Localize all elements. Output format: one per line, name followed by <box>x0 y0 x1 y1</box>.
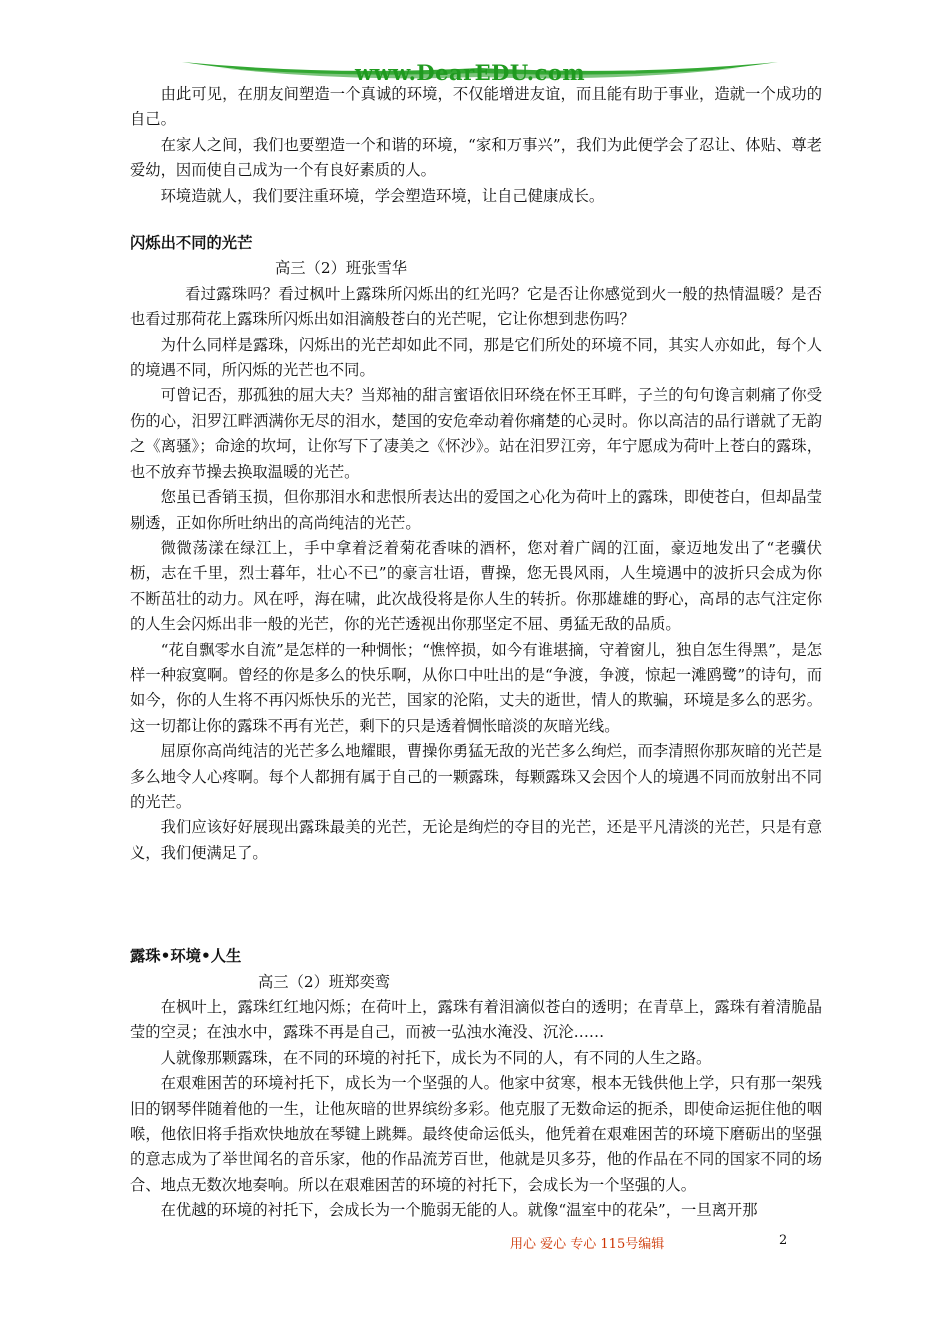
paragraph: 人就像那颗露珠，在不同的环境的衬托下，成长为不同的人，有不同的人生之路。 <box>160 1048 712 1067</box>
paragraph: 可曾记否，那孤独的屈大夫？当郑袖的甜言蜜语依旧环绕在怀王耳畔，子兰的句句谗言刺痛了你受伤的心，汨罗江畔洒满你无尽的泪水，楚国的安危牵动着你痛楚的心灵时。你以高洁的品行谱就了无韵之《离骚》；命途的坎坷，让你写下了凄美之《怀沙》。站在汨罗江旁，年宁愿成为荷叶上苍白的露珠，也不放弃节操去换取温暖的光芒。 <box>130 386 822 481</box>
paragraph: 环境造就人，我们要注重环境，学会塑造环境，让自己健康成长。 <box>160 186 605 205</box>
footer-slogan: 用心 爱心 专心 115号编辑 <box>510 1237 665 1252</box>
paragraph: 看过露珠吗？看过枫叶上露珠所闪烁出的红光吗？它是否让你感觉到火一般的热情温暖？是否也看过那荷花上露珠所闪烁出如泪滴般苍白的光芒呢，它让你想到悲伤吗？ <box>130 284 822 329</box>
essay-author: 高三（2）班郑奕鸾 <box>258 972 391 991</box>
essay-author: 高三（2）班张雪华 <box>275 259 408 278</box>
paragraph: 在枫叶上，露珠红红地闪烁；在荷叶上，露珠有着泪滴似苍白的透明；在青草上，露珠有着清脆晶莹的空灵；在浊水中，露珠不再是自己，而被一弘浊水淹没、沉沦…… <box>130 998 822 1042</box>
page-number: 2 <box>779 1233 788 1248</box>
essay-title: 露珠•环境•人生 <box>130 947 242 966</box>
paragraph: 我们应该好好展现出露珠最美的光芒，无论是绚烂的夺目的光芒，还是平凡清淡的光芒，只是有意义，我们便满足了。 <box>130 818 822 862</box>
paragraph: 您虽已香销玉损，但你那泪水和悲恨所表达出的爱国之心化为荷叶上的露珠，即使苍白，但却晶莹剔透，正如你所吐纳出的高尚纯洁的光芒。 <box>130 488 822 532</box>
paragraph: 在优越的环境的衬托下，会成长为一个脆弱无能的人。就像“温室中的花朵”，一旦离开那 <box>160 1201 758 1220</box>
document-body <box>130 82 822 1224</box>
essay-title: 闪烁出不同的光芒 <box>130 234 253 253</box>
paragraph: 在家人之间，我们也要塑造一个和谐的环境，“家和万事兴”，我们为此便学会了忍让、体贴、尊老爱幼，因而使自己成为一个有良好素质的人。 <box>130 135 822 180</box>
paragraph: 由此可见，在朋友间塑造一个真诚的环境，不仅能增进友谊，而且能有助于事业，造就一个成功的自己。 <box>130 85 822 129</box>
paragraph: 屈原你高尚纯洁的光芒多么地耀眼，曹操你勇猛无敌的光芒多么绚烂，而李清照你那灰暗的光芒是多么地令人心疼啊。每个人都拥有属于自己的一颗露珠，每颗露珠又会因个人的境遇不同而放射出不同的光芒。 <box>130 742 822 811</box>
paragraph: 微微荡漾在绿江上，手中拿着泛着菊花香味的酒杯，您对着广阔的江面，豪迈地发出了“老骥伏枥，志在千里，烈士暮年，壮心不已”的豪言壮语，曹操，您无畏风雨，人生境遇中的波折只会成为你不断茁壮的动力。风在呼，海在啸，此次战役将是你人生的转折。你那雄雄的野心，高昂的志气注定你的人生会闪烁出非一般的光芒，你的光芒透视出你那坚定不屈、勇猛无敌的品质。 <box>130 538 822 634</box>
site-logo[interactable] <box>180 50 780 86</box>
paragraph: 为什么同样是露珠，闪烁出的光芒却如此不同，那是它们所处的环境不同，其实人亦如此，每个人的境遇不同，所闪烁的光芒也不同。 <box>130 335 822 380</box>
paragraph: 在艰难困苦的环境衬托下，成长为一个坚强的人。他家中贫寒，根本无钱供他上学，只有那一架残旧的钢琴伴随着他的一生，让他灰暗的世界缤纷多彩。他克服了无数命运的扼杀，即使命运扼住他的咽喉，他依旧将手指欢快地放在琴键上跳舞。最终使命运低头，他凭着在艰难困苦的环境下磨砺出的坚强的意志成为了举世闻名的音乐家，他的作品流芳百世，他就是贝多芬，他的作品在不同的国家不同的场合、地点无数次地奏响。所以在艰难困苦的环境的衬托下，会成长为一个坚强的人。 <box>130 1074 822 1194</box>
logo-text: www.DearEDU.com <box>355 60 586 85</box>
paragraph: “花自飘零水自流”是怎样的一种惆怅；“憔悴损，如今有谁堪摘，守着窗儿，独自怎生得黑”，是怎样一种寂寞啊。曾经的你是多么的快乐啊，从你口中吐出的是“争渡，争渡，惊起一滩鸥鹭”的诗句，而如今，你的人生将不再闪烁快乐的光芒，国家的沦陷，丈夫的逝世，情人的欺骗，环境是多么的恶劣。这一切都让你的露珠不再有光芒，剩下的只是透着惆怅暗淡的灰暗光线。 <box>130 640 822 735</box>
